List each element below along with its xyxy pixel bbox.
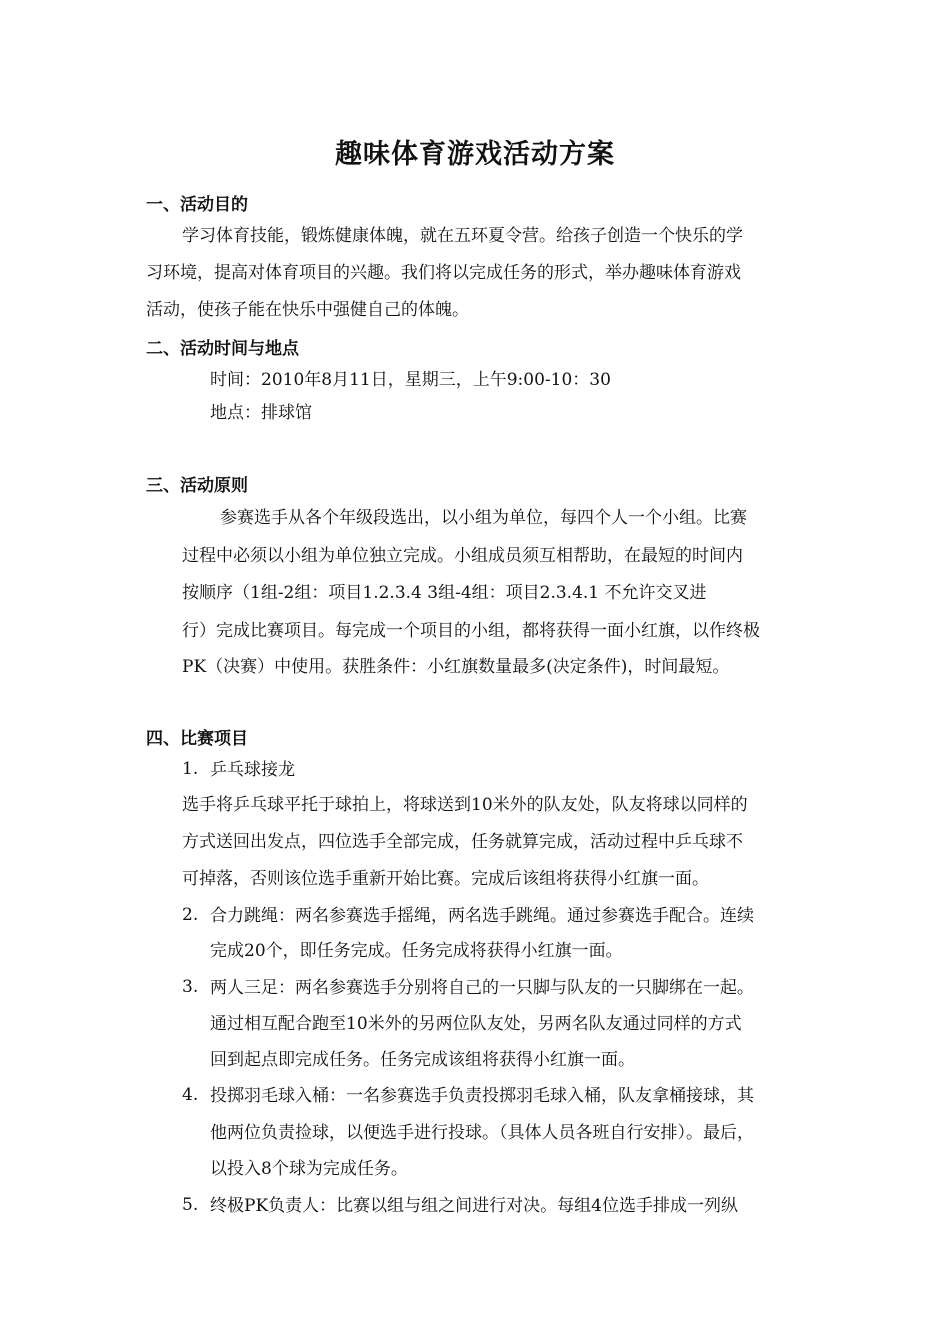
list-number: 4. — [182, 1085, 199, 1105]
paragraph-line: 行）完成比赛项目。每完成一个项目的小组，都将获得一面小红旗，以作终极 — [182, 621, 760, 641]
list-item-line: 回到起点即完成任务。任务完成该组将获得小红旗一面。 — [210, 1050, 635, 1070]
paragraph-line: 可掉落，否则该位选手重新开始比赛。完成后该组将获得小红旗一面。 — [182, 869, 709, 889]
list-item-title: 乒乓球接龙 — [210, 760, 295, 780]
paragraph-line: 按顺序（1组-2组：项目1.2.3.4 3组-4组：项目2.3.4.1 不允许交叉进 — [182, 583, 707, 603]
paragraph-line: 学习体育技能，锻炼健康体魄，就在五环夏令营。给孩子创造一个快乐的学 — [182, 226, 743, 246]
event-time: 时间：2010年8月11日，星期三，上午9:00-10：30 — [210, 370, 611, 390]
list-number: 2. — [182, 905, 199, 925]
list-item-line: 他两位负责捡球，以便选手进行投球。（具体人员各班自行安排）。最后， — [210, 1123, 754, 1143]
paragraph-line: 习环境，提高对体育项目的兴趣。我们将以完成任务的形式，举办趣味体育游戏 — [146, 263, 741, 283]
paragraph-line: 活动，使孩子能在快乐中强健自己的体魄。 — [146, 300, 469, 320]
section-heading-events: 四、比赛项目 — [146, 729, 248, 749]
list-number: 5. — [182, 1195, 199, 1215]
paragraph-line: 选手将乒乓球平托于球拍上，将球送到10米外的队友处，队友将球以同样的 — [182, 795, 748, 815]
list-number: 3. — [182, 977, 199, 997]
paragraph-line: 过程中必须以小组为单位独立完成。小组成员须互相帮助，在最短的时间内 — [182, 546, 743, 566]
list-item-line: 终极PK负责人：比赛以组与组之间进行对决。每组4位选手排成一列纵 — [210, 1196, 738, 1216]
section-heading-principles: 三、活动原则 — [146, 476, 248, 496]
section-heading-purpose: 一、活动目的 — [146, 195, 248, 215]
list-item-line: 两人三足：两名参赛选手分别将自己的一只脚与队友的一只脚绑在一起。 — [210, 978, 754, 998]
paragraph-line: 参赛选手从各个年级段选出，以小组为单位，每四个人一个小组。比赛 — [220, 508, 747, 528]
list-number: 1. — [182, 759, 199, 779]
list-item-line: 合力跳绳：两名参赛选手摇绳，两名选手跳绳。通过参赛选手配合。连续 — [210, 906, 754, 926]
event-place: 地点：排球馆 — [210, 403, 312, 423]
list-item-line: 通过相互配合跑至10米外的另两位队友处，另两名队友通过同样的方式 — [210, 1014, 742, 1034]
paragraph-line: 方式送回出发点，四位选手全部完成，任务就算完成，活动过程中乒乓球不 — [182, 832, 743, 852]
list-item-line: 完成20个，即任务完成。任务完成将获得小红旗一面。 — [210, 941, 623, 961]
document-title: 趣味体育游戏活动方案 — [335, 139, 615, 170]
list-item-line: 投掷羽毛球入桶：一名参赛选手负责投掷羽毛球入桶，队友拿桶接球，其 — [210, 1086, 754, 1106]
section-heading-time-place: 二、活动时间与地点 — [146, 339, 299, 359]
paragraph-line: PK（决赛）中使用。获胜条件：小红旗数量最多(决定条件)，时间最短。 — [182, 657, 730, 677]
list-item-line: 以投入8个球为完成任务。 — [210, 1159, 408, 1179]
